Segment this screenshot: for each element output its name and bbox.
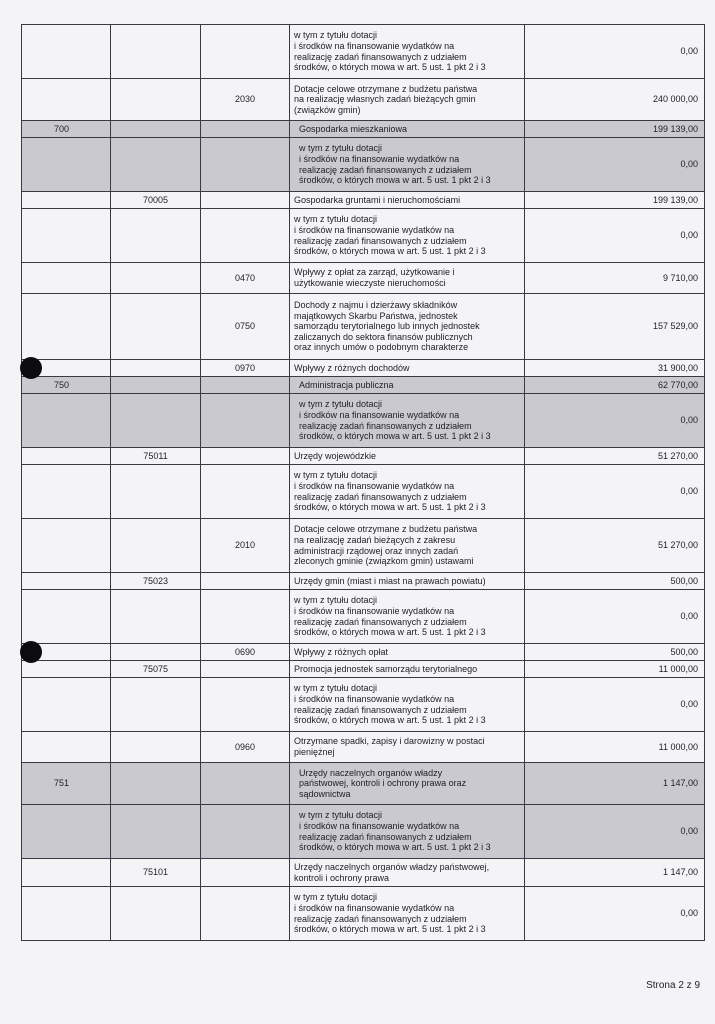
table-body — [22, 25, 705, 941]
description-cell: Urzędy naczelnych organów władzy państwowej, kontroli i ochrony prawa — [290, 859, 525, 887]
chapter-code-cell — [111, 209, 201, 263]
table-row — [22, 263, 705, 294]
table-row — [22, 448, 705, 465]
description-cell: Wpływy z opłat za zarząd, użytkowanie i użytkowanie wieczyste nieruchomości — [290, 263, 525, 294]
section-code-cell: 700 — [22, 121, 111, 138]
table-row — [22, 465, 705, 519]
amount-cell: 9 710,00 — [525, 263, 705, 294]
table-row — [22, 805, 705, 859]
table-row — [22, 590, 705, 644]
description-cell: Urzędy wojewódzkie — [290, 448, 525, 465]
section-code-cell — [22, 79, 111, 121]
section-code-cell — [22, 859, 111, 887]
table-row — [22, 732, 705, 763]
amount-cell: 0,00 — [525, 465, 705, 519]
chapter-code-cell — [111, 263, 201, 294]
description-cell: w tym z tytułu dotacji i środków na finansowanie wydatków na realizację zadań finansowanych z udziałem środków, o których mowa w art. 5 ust. 1 pkt 2 i 3 — [290, 394, 525, 448]
amount-cell: 240 000,00 — [525, 79, 705, 121]
chapter-code-cell — [111, 887, 201, 941]
table-row — [22, 859, 705, 887]
paragraph-code-cell — [201, 859, 290, 887]
paragraph-code-cell — [201, 377, 290, 394]
chapter-code-cell — [111, 394, 201, 448]
section-code-cell — [22, 465, 111, 519]
chapter-code-cell — [111, 519, 201, 573]
section-code-cell — [22, 209, 111, 263]
description-cell: Wpływy z różnych dochodów — [290, 360, 525, 377]
table-row — [22, 360, 705, 377]
chapter-code-cell — [111, 25, 201, 79]
table-row — [22, 25, 705, 79]
section-code-cell — [22, 590, 111, 644]
description-cell: Urzędy naczelnych organów władzy państwowej, kontroli i ochrony prawa oraz sądownictwa — [290, 763, 525, 805]
section-code-cell — [22, 394, 111, 448]
paragraph-code-cell — [201, 573, 290, 590]
paragraph-code-cell — [201, 678, 290, 732]
table-row — [22, 887, 705, 941]
description-cell: Administracja publiczna — [290, 377, 525, 394]
description-cell: w tym z tytułu dotacji i środków na finansowanie wydatków na realizację zadań finansowanych z udziałem środków, o których mowa w art. 5 ust. 1 pkt 2 i 3 — [290, 465, 525, 519]
amount-cell: 199 139,00 — [525, 121, 705, 138]
description-cell: Dochody z najmu i dzierżawy składników majątkowych Skarbu Państwa, jednostek samorządu terytorialnego lub innych jednostek zaliczanych do sektora finansów publicznych oraz innych umów o podobnym charakterze — [290, 294, 525, 360]
paragraph-code-cell — [201, 209, 290, 263]
table-row — [22, 79, 705, 121]
paragraph-code-cell — [201, 448, 290, 465]
table-row — [22, 573, 705, 590]
paragraph-code-cell — [201, 590, 290, 644]
paragraph-code-cell — [201, 138, 290, 192]
section-code-cell — [22, 678, 111, 732]
description-cell: w tym z tytułu dotacji i środków na finansowanie wydatków na realizację zadań finansowanych z udziałem środków, o których mowa w art. 5 ust. 1 pkt 2 i 3 — [290, 138, 525, 192]
description-cell: Dotacje celowe otrzymane z budżetu państwa na realizację zadań bieżących z zakresu administracji rządowej oraz innych zadań zleconych gminie (związkom gmin) ustawami — [290, 519, 525, 573]
paragraph-code-cell: 0960 — [201, 732, 290, 763]
chapter-code-cell: 75023 — [111, 573, 201, 590]
table-row — [22, 209, 705, 263]
paragraph-code-cell — [201, 763, 290, 805]
amount-cell: 0,00 — [525, 394, 705, 448]
punch-hole-mark — [20, 641, 42, 663]
description-cell: w tym z tytułu dotacji i środków na finansowanie wydatków na realizację zadań finansowanych z udziałem środków, o których mowa w art. 5 ust. 1 pkt 2 i 3 — [290, 25, 525, 79]
chapter-code-cell — [111, 678, 201, 732]
amount-cell: 0,00 — [525, 678, 705, 732]
chapter-code-cell: 75075 — [111, 661, 201, 678]
section-code-cell — [22, 661, 111, 678]
section-code-cell — [22, 732, 111, 763]
table-row — [22, 294, 705, 360]
amount-cell: 199 139,00 — [525, 192, 705, 209]
section-code-cell — [22, 519, 111, 573]
amount-cell: 500,00 — [525, 573, 705, 590]
chapter-code-cell — [111, 465, 201, 519]
chapter-code-cell — [111, 360, 201, 377]
paragraph-code-cell — [201, 661, 290, 678]
section-code-cell — [22, 805, 111, 859]
punch-hole-mark — [20, 357, 42, 379]
table-row — [22, 192, 705, 209]
chapter-code-cell — [111, 590, 201, 644]
amount-cell: 0,00 — [525, 138, 705, 192]
table-row — [22, 121, 705, 138]
amount-cell: 51 270,00 — [525, 519, 705, 573]
paragraph-code-cell — [201, 465, 290, 519]
table-row — [22, 763, 705, 805]
description-cell: Otrzymane spadki, zapisy i darowizny w postaci pieniężnej — [290, 732, 525, 763]
chapter-code-cell: 70005 — [111, 192, 201, 209]
paragraph-code-cell — [201, 805, 290, 859]
amount-cell: 11 000,00 — [525, 732, 705, 763]
description-cell: w tym z tytułu dotacji i środków na finansowanie wydatków na realizację zadań finansowanych z udziałem środków, o których mowa w art. 5 ust. 1 pkt 2 i 3 — [290, 590, 525, 644]
description-cell: Gospodarka mieszkaniowa — [290, 121, 525, 138]
table-row — [22, 138, 705, 192]
paragraph-code-cell: 2030 — [201, 79, 290, 121]
section-code-cell — [22, 192, 111, 209]
section-code-cell: 750 — [22, 377, 111, 394]
description-cell: Urzędy gmin (miast i miast na prawach powiatu) — [290, 573, 525, 590]
amount-cell: 157 529,00 — [525, 294, 705, 360]
chapter-code-cell — [111, 763, 201, 805]
table-row — [22, 394, 705, 448]
section-code-cell — [22, 887, 111, 941]
chapter-code-cell — [111, 644, 201, 661]
amount-cell: 0,00 — [525, 209, 705, 263]
revenue-table — [21, 24, 705, 941]
paragraph-code-cell: 0970 — [201, 360, 290, 377]
chapter-code-cell: 75101 — [111, 859, 201, 887]
amount-cell: 51 270,00 — [525, 448, 705, 465]
chapter-code-cell — [111, 138, 201, 192]
amount-cell: 0,00 — [525, 25, 705, 79]
paragraph-code-cell — [201, 192, 290, 209]
chapter-code-cell — [111, 805, 201, 859]
table-row — [22, 377, 705, 394]
section-code-cell: 751 — [22, 763, 111, 805]
paragraph-code-cell — [201, 121, 290, 138]
amount-cell: 62 770,00 — [525, 377, 705, 394]
amount-cell: 0,00 — [525, 887, 705, 941]
paragraph-code-cell — [201, 394, 290, 448]
section-code-cell — [22, 448, 111, 465]
chapter-code-cell — [111, 121, 201, 138]
paragraph-code-cell — [201, 887, 290, 941]
description-cell: w tym z tytułu dotacji i środków na finansowanie wydatków na realizację zadań finansowanych z udziałem środków, o których mowa w art. 5 ust. 1 pkt 2 i 3 — [290, 805, 525, 859]
page-number: Strona 2 z 9 — [646, 980, 700, 991]
section-code-cell — [22, 294, 111, 360]
paragraph-code-cell — [201, 25, 290, 79]
table-row — [22, 678, 705, 732]
paragraph-code-cell: 0750 — [201, 294, 290, 360]
chapter-code-cell — [111, 377, 201, 394]
paragraph-code-cell: 2010 — [201, 519, 290, 573]
section-code-cell — [22, 573, 111, 590]
table-row — [22, 519, 705, 573]
description-cell: w tym z tytułu dotacji i środków na finansowanie wydatków na realizację zadań finansowanych z udziałem środków, o których mowa w art. 5 ust. 1 pkt 2 i 3 — [290, 209, 525, 263]
paragraph-code-cell: 0690 — [201, 644, 290, 661]
table-row — [22, 661, 705, 678]
chapter-code-cell — [111, 294, 201, 360]
amount-cell: 11 000,00 — [525, 661, 705, 678]
chapter-code-cell: 75011 — [111, 448, 201, 465]
section-code-cell — [22, 263, 111, 294]
description-cell: Wpływy z różnych opłat — [290, 644, 525, 661]
amount-cell: 500,00 — [525, 644, 705, 661]
amount-cell: 0,00 — [525, 805, 705, 859]
amount-cell: 1 147,00 — [525, 763, 705, 805]
description-cell: Dotacje celowe otrzymane z budżetu państwa na realizację własnych zadań bieżących gmin (związków gmin) — [290, 79, 525, 121]
paragraph-code-cell: 0470 — [201, 263, 290, 294]
table-row — [22, 644, 705, 661]
description-cell: w tym z tytułu dotacji i środków na finansowanie wydatków na realizację zadań finansowanych z udziałem środków, o których mowa w art. 5 ust. 1 pkt 2 i 3 — [290, 887, 525, 941]
description-cell: w tym z tytułu dotacji i środków na finansowanie wydatków na realizację zadań finansowanych z udziałem środków, o których mowa w art. 5 ust. 1 pkt 2 i 3 — [290, 678, 525, 732]
amount-cell: 1 147,00 — [525, 859, 705, 887]
section-code-cell — [22, 25, 111, 79]
chapter-code-cell — [111, 732, 201, 763]
description-cell: Gospodarka gruntami i nieruchomościami — [290, 192, 525, 209]
amount-cell: 31 900,00 — [525, 360, 705, 377]
chapter-code-cell — [111, 79, 201, 121]
section-code-cell — [22, 138, 111, 192]
description-cell: Promocja jednostek samorządu terytorialnego — [290, 661, 525, 678]
amount-cell: 0,00 — [525, 590, 705, 644]
